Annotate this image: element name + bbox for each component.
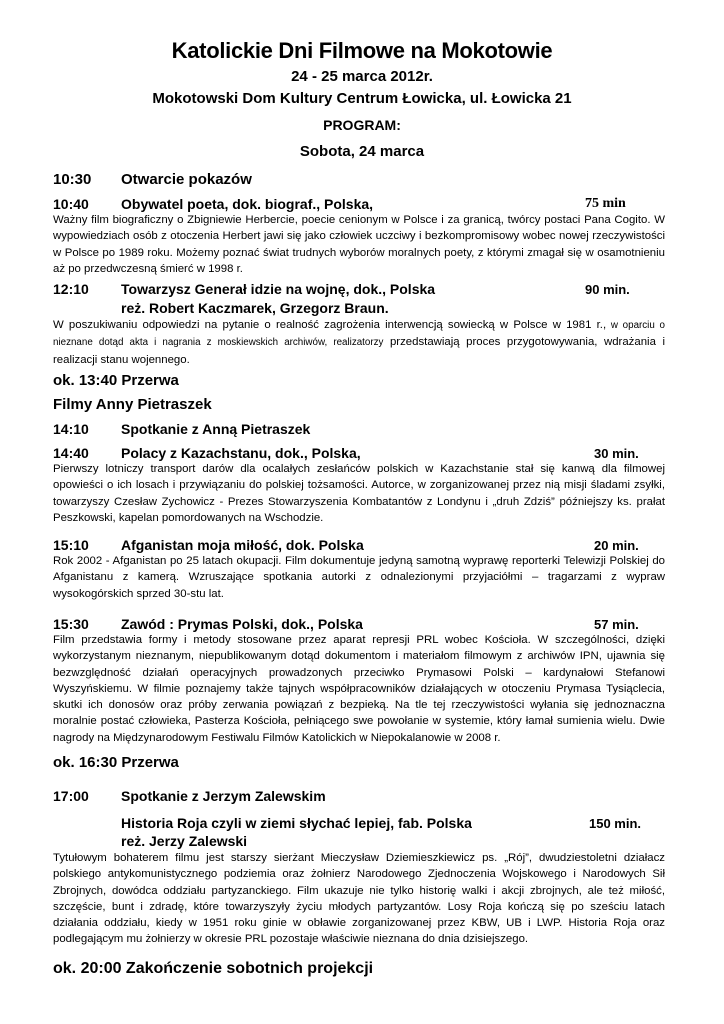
description-part: W poszukiwaniu odpowiedzi na pytanie o realność zagrożenia interwencją sowiecką w Polsce w 1981 r., <box>53 319 607 331</box>
item-obywatel <box>53 196 373 212</box>
item-title: Spotkanie z Jerzym Zalewskim <box>121 788 326 804</box>
item-description: Tytułowym bohaterem filmu jest starszy sierżant Mieczysław Dziemieszkiewicz ps. „Rój”, dwudziestoletni działacz polskiego antykomunistycznego podziemia oraz żołnierz Narodowego Zjednoczenia Wojskowego i Narodowych Sił Zbrojnych, dowódca oddziału partyzanckiego. Film ukazuje nie tylko historię walki i akcji zbrojnych, ale też miłość, szczęście, bunt i zdradę, które towarzyszyły życiu młodych partyzantów. Losy Roja kończą się po sześciu latach działania oddziału, kiedy w 1951 roku ginie w obławie zorganizowanej przez KBW, UB i LWP. Historia Roja oraz podlegającym mu żołnierzy w okresie PRL pozostaje właściwie nieznana do dnia dzisiejszego. <box>53 852 665 946</box>
item-title: Otwarcie pokazów <box>121 171 252 188</box>
item-meeting-jerzy <box>53 788 326 804</box>
program-label: PROGRAM: <box>323 117 401 133</box>
item-duration: 150 min. <box>589 816 642 831</box>
item-duration: 57 min. <box>594 617 639 632</box>
break-2: ok. 16:30 Przerwa <box>53 754 179 771</box>
item-director: reż. Jerzy Zalewski <box>121 833 248 849</box>
item-title: Spotkanie z Anną Pietraszek <box>121 421 311 437</box>
item-opening <box>53 171 252 188</box>
item-time: 10:40 <box>53 196 89 212</box>
item-director: reż. Robert Kaczmarek, Grzegorz Braun. <box>121 300 389 316</box>
closing-heading: ok. 20:00 Zakończenie sobotnich projekcji <box>53 960 374 977</box>
item-duration: 20 min. <box>594 538 639 553</box>
item-time: 14:40 <box>53 445 89 461</box>
item-general <box>53 281 435 297</box>
item-time: 15:10 <box>53 537 89 553</box>
item-polacy <box>53 445 361 461</box>
break-1: ok. 13:40 Przerwa <box>53 372 179 389</box>
item-title: Towarzysz Generał idzie na wojnę, dok., Polska <box>121 281 436 297</box>
event-dates: 24 - 25 marca 2012r. <box>291 68 433 85</box>
item-duration: 90 min. <box>585 282 630 297</box>
item-description: Ważny film biograficzny o Zbigniewie Herbercie, poecie cenionym w Polsce i za granicą, twórcy postaci Pana Cogito. W wypowiedziach osób z otoczenia Herbert jawi się jako człowiek uczciwy i bezkompromisowy wobec nowej rzeczywistości w Polsce po 1989 roku. Możemy poznać świat trudnych wyborów moralnych poety, z którymi zmagał się w osamotnieniu aż po przedwczesną śmierć w 1998 r. <box>53 214 665 275</box>
item-description: Rok 2002 - Afganistan po 25 latach okupacji. Film dokumentuje jedyną samotną wyprawę reporterki Telewizji Polskiej do Afganistanu z kamerą. Wzruszające spotkania autorki z odnalezionymi przyjaciółmi – tragarzami z wypraw wysokogórskich sprzed 30-stu lat. <box>53 555 665 600</box>
description-part: przedstawiają proces przygotowywania, wdrażania i realizacji stanu wojennego. <box>53 336 666 366</box>
item-zawod <box>53 616 363 632</box>
item-title: Polacy z Kazachstanu, dok., Polska, <box>121 445 361 461</box>
item-description: Pierwszy lotniczy transport darów dla ocalałych zesłańców polskich w Kazachstanie stał się kanwą dla filmowej opowieści o ich losach i przywiązaniu do polskiej tożsamości. Autorce, w zorganizowanej przez nią misji śladami zsyłki, towarzyszy Czesław Zychowicz - Prezes Stowarzyszenia Kombatantów z Londynu i „druh Zdziś” późniejszy ks. prałat Peszkowski, kapelan pomordowanych na Wschodzie. <box>53 463 665 524</box>
item-duration: 75 min <box>585 196 626 211</box>
item-title: Obywatel poeta, dok. biograf., Polska, <box>121 196 374 212</box>
item-time: 12:10 <box>53 281 89 297</box>
page-title: Katolickie Dni Filmowe na Mokotowie <box>171 38 553 63</box>
item-meeting-anna <box>53 421 310 437</box>
item-description <box>53 317 665 368</box>
item-title: Zawód : Prymas Polski, dok., Polska <box>121 616 363 632</box>
item-time: 14:10 <box>53 421 89 437</box>
event-venue: Mokotowski Dom Kultury Centrum Łowicka, ul. Łowicka 21 <box>152 90 572 107</box>
item-afganistan <box>53 537 364 553</box>
item-description: Film przedstawia formy i metody stosowane przez aparat represji PRL wobec Kościoła. W szczególności, dzięki wykorzystanym nieznanym, niepublikowanym dotąd dokumentom i materiałom filmowym z archiwów IPN, ujawnia się bezwzględność działań operacyjnych prowadzonych przeciwko Prymasowi Polski – kardynałowi Stefanowi Wyszyńskiemu. W filmie poznajemy także tajnych współpracowników działających w otoczeniu Prymasa Tysiąclecia, skutki ich donosów oraz próby zerwania powiązań z bezpieką. Na tle tej rzeczywistości wyłania się jednoznaczna moralnie postać człowieka, Pasterza Kościoła, pełniącego swe powołanie w systemie, który łamał sumienia wielu. Dwie nagrody na Międzynarodowym Festiwalu Filmów Katolickich w Niepokalanowie w 2008 r. <box>53 634 665 744</box>
item-time: 17:00 <box>53 788 89 804</box>
item-title: Historia Roja czyli w ziemi słychać lepiej, fab. Polska <box>121 815 472 831</box>
item-title: Afganistan moja miłość, dok. Polska <box>121 537 364 553</box>
section-heading: Filmy Anny Pietraszek <box>53 396 212 413</box>
day-heading: Sobota, 24 marca <box>299 143 425 160</box>
item-duration: 30 min. <box>594 446 639 461</box>
item-time: 10:30 <box>53 171 92 188</box>
item-time: 15:30 <box>53 616 89 632</box>
description-part-small: w oparciu o nieznane dotąd akta i nagrania z moskiewskich archiwów, realizatorzy <box>53 320 665 349</box>
